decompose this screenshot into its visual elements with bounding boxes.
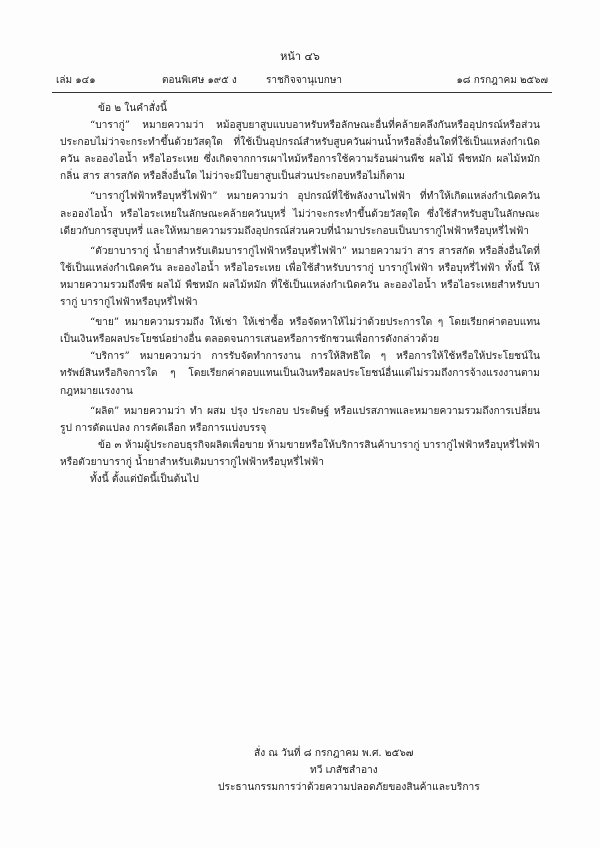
definition-sell: “ขาย” หมายความรวมถึง ให้เช่า ให้เช่าซื้อ หรือจัดหาให้ไม่ว่าด้วยประการใด ๆ โดยเรียกค่าตอบแทนเป็นเงินหรือผลประโยชน์อย่างอื่น ตลอดจนการเสนอหรือการชักชวนเพื่อการดังกล่าวด้วย [60,317,540,346]
clause-2-heading: ข้อ ๒ ในคำสั่งนี้ [98,103,167,114]
definition-e-liquid: “ตัวยาบารากู่ น้ำยาสำหรับเติมบารากู่ไฟฟ้าหรือบุหรี่ไฟฟ้า” หมายความว่า สาร สารสกัด หรือสิ่งอื่นใดที่ใช้เป็นแหล่งกำเนิดควัน ละอองไอน้ำ หรือไอระเหย เพื่อใช้สำหรับบารากู่ บารากู่ไฟฟ้า หรือบุหรี่ไฟฟ้า ทั้งนี้ ให้หมายความรวมถึงพืช ผลไม้ พืชหมัก ผลไม้หมัก ที่ใช้เป็นแหล่งกำเนิดควัน ละอองไอน้ำ หรือไอระเหยสำหรับบารากู่ บารากู่ไฟฟ้าหรือบุหรี่ไฟฟ้า [60,245,540,309]
header-section: ตอนพิเศษ ๑๙๕ ง [162,75,237,86]
definition-baraku: “บารากู่” หมายความว่า หม้อสูบยาสูบแบบอาหรับหรือลักษณะอื่นที่คล้ายคลึงกันหรืออุปกรณ์หรือส่วนประกอบไม่ว่าจะกระทำขึ้นด้วยวัสดุใด ที่ใช้เป็นอุปกรณ์สำหรับสูบควันผ่านน้ำหรือสิ่งอื่นใดที่ใช้เป็นแหล่งกำเนิดควัน ละอองไอน้ำ หรือไอระเหย ซึ่งเกิดจากการเผาไหม้หรือการใช้ความร้อนผ่านพืช ผลไม้ พืชหมัก ผลไม้หมัก กลิ่น สาร สารสกัด หรือสิ่งอื่นใด ไม่ว่าจะมีใบยาสูบเป็นส่วนประกอบหรือไม่ก็ตาม [60,120,540,183]
signature-date: สั่ง ณ วันที่ ๘ กรกฎาคม พ.ศ. ๒๕๖๗ [254,748,414,759]
signatory-name: ทวี เภสัชสำอาง [310,765,378,776]
definition-service: “บริการ” หมายความว่า การรับจัดทำการงาน การให้สิทธิใด ๆ หรือการให้ใช้หรือให้ประโยชน์ในทรัพย์สินหรือกิจการใด ๆ โดยเรียกค่าตอบแทนเป็นเงินหรือผลประโยชน์อื่นแต่ไม่รวมถึงการจ้างแรงงานตามกฎหมายแรงงาน [60,351,540,397]
clause-3: ข้อ ๓ ห้ามผู้ประกอบธุรกิจผลิตเพื่อขาย ห้ามขายหรือให้บริการสินค้าบารากู่ บารากู่ไฟฟ้าหรือบุหรี่ไฟฟ้า หรือตัวยาบารากู่ น้ำยาสำหรับเติมบารากู่ไฟฟ้าหรือบุหรี่ไฟฟ้า [60,439,540,468]
gazette-header [56,73,548,93]
definition-produce: “ผลิต” หมายความว่า ทำ ผสม ปรุง ประกอบ ประดิษฐ์ หรือแปรสภาพและหมายความรวมถึงการเปลี่ยนรูป การดัดแปลง การคัดเลือก หรือการแบ่งบรรจุ [60,405,540,434]
header-date: ๑๘ กรกฎาคม ๒๕๖๗ [456,75,548,86]
document-body [60,100,540,488]
signatory-title: ประธานกรรมการว่าด้วยความปลอดภัยของสินค้าและบริการ [218,782,480,793]
effective-clause: ทั้งนี้ ตั้งแต่บัดนี้เป็นต้นไป [90,473,199,485]
definition-e-cigarette: “บารากู่ไฟฟ้าหรือบุหรี่ไฟฟ้า” หมายความว่า อุปกรณ์ที่ใช้พลังงานไฟฟ้า ที่ทำให้เกิดแหล่งกำเนิดควัน ละอองไอน้ำ หรือไอระเหยในลักษณะคล้ายควันบุหรี่ ไม่ว่าจะกระทำขึ้นด้วยวัสดุใด ซึ่งใช้สำหรับสูบในลักษณะเดียวกับการสูบบุหรี่ และให้หมายความรวมถึงอุปกรณ์ส่วนควบที่นำมาประกอบเป็นบารากู่ไฟฟ้าหรือบุหรี่ไฟฟ้า [60,191,540,237]
signature-block [218,745,530,796]
header-volume: เล่ม ๑๔๑ [56,75,96,86]
header-publication: ราชกิจจานุเบกษา [266,75,343,86]
page-number: หน้า ๔๖ [280,50,320,63]
header-divider [52,92,552,93]
